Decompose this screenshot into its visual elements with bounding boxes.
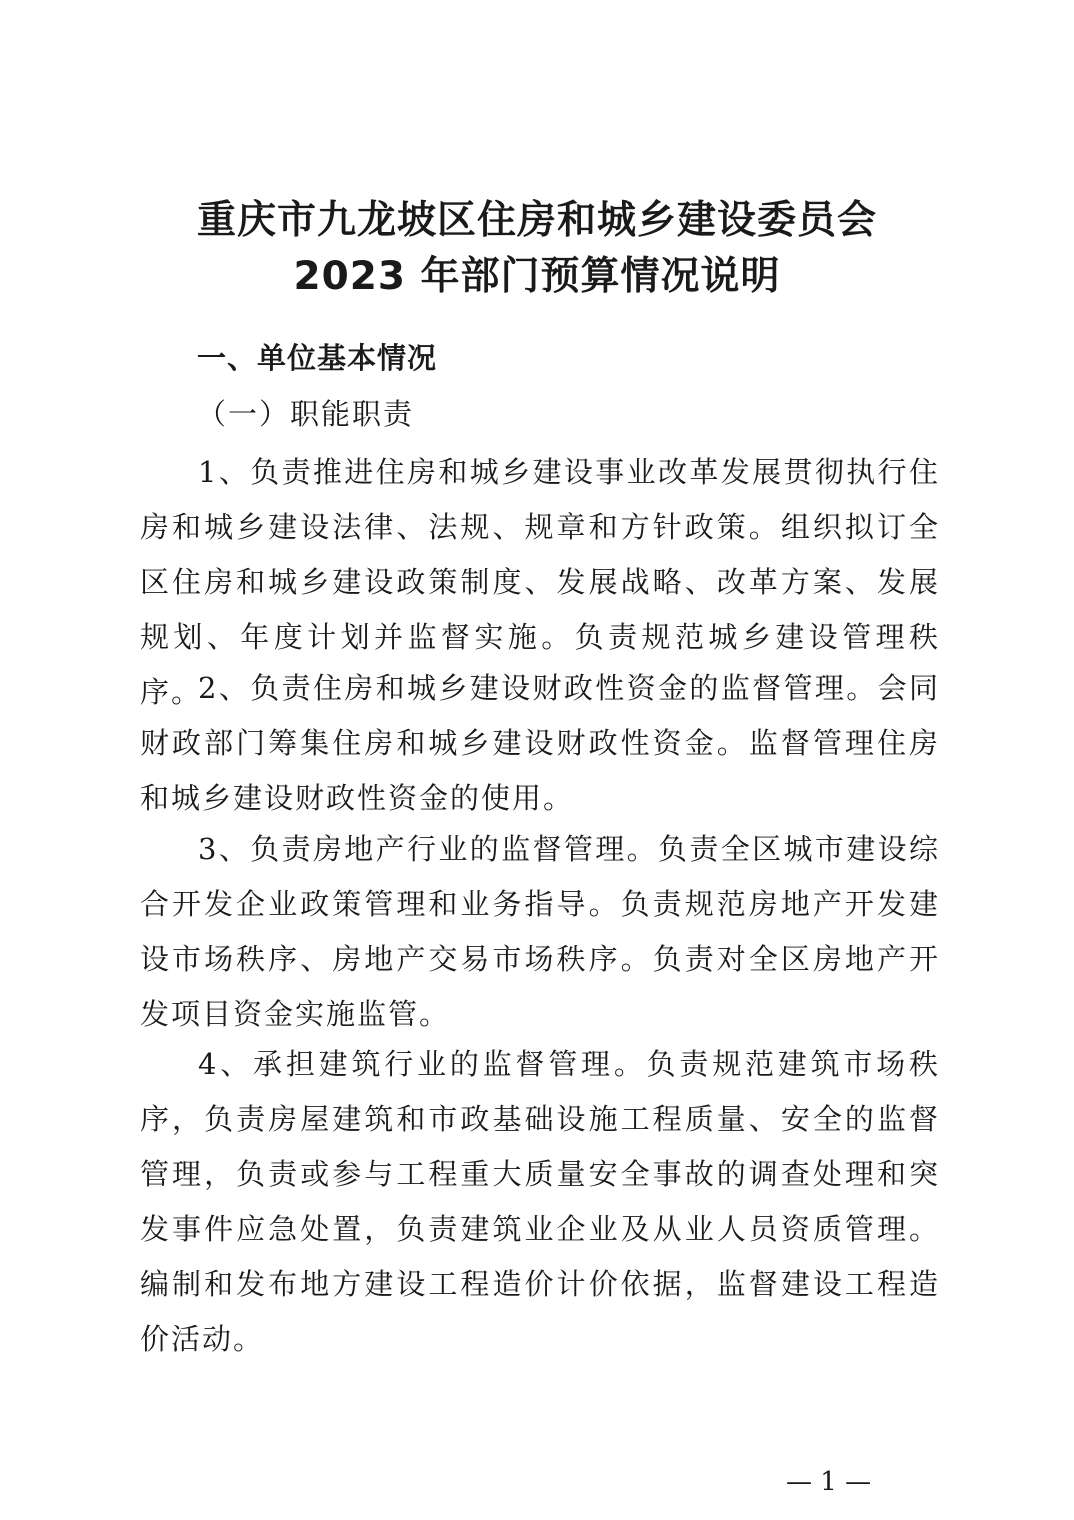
subsection-heading: （一）职能职责 xyxy=(197,397,415,431)
paragraph-1: 1、负责推进住房和城乡建设事业改革发展贯彻执行住房和城乡建设法律、法规、规章和方针政策。组织拟订全区住房和城乡建设政策制度、发展战略、改革方案、发展规划、年度计划并监督实施。负责规范城乡建设管理秩序。 xyxy=(140,455,940,709)
paragraph-2: 2、负责住房和城乡建设财政性资金的监督管理。会同财政部门筹集住房和城乡建设财政性资金。监督管理住房和城乡建设财政性资金的使用。 xyxy=(140,671,940,815)
document-title-line-2: 2023 年部门预算情况说明 xyxy=(293,254,781,299)
paragraph-4: 4、承担建筑行业的监督管理。负责规范建筑市场秩序，负责房屋建筑和市政基础设施工程质量、安全的监督管理，负责或参与工程重大质量安全事故的调查处理和突发事件应急处置，负责建筑业企业及从业人员资质管理。编制和发布地方建设工程造价计价依据，监督建设工程造价活动。 xyxy=(140,1047,940,1356)
page-number: — 1 — xyxy=(786,1467,872,1497)
document-title-line-1: 重庆市九龙坡区住房和城乡建设委员会 xyxy=(196,198,877,243)
paragraph-3: 3、负责房地产行业的监督管理。负责全区城市建设综合开发企业政策管理和业务指导。负责规范房地产开发建设市场秩序、房地产交易市场秩序。负责对全区房地产开发项目资金实施监管。 xyxy=(140,832,940,1031)
section-heading: 一、单位基本情况 xyxy=(197,341,438,375)
